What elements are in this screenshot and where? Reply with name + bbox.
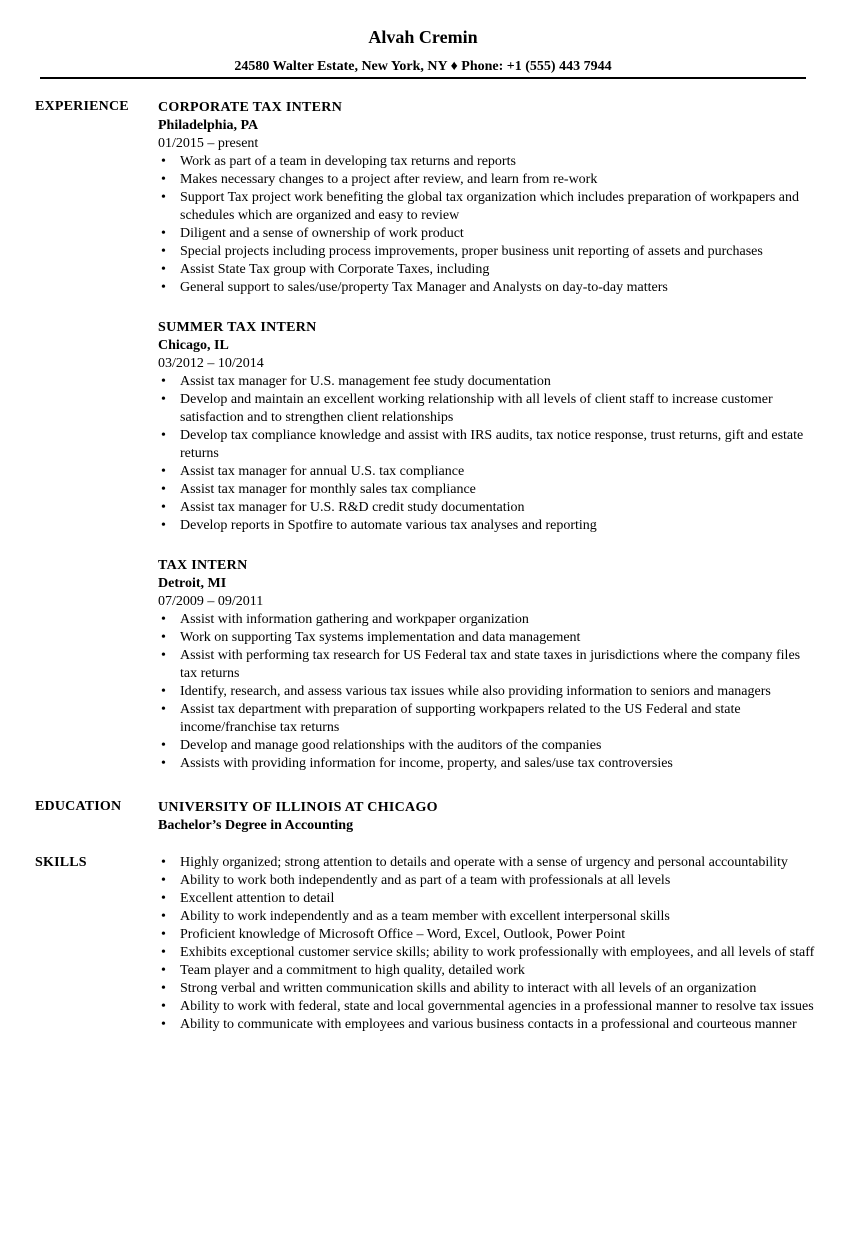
job-entry (158, 557, 818, 773)
section-title-experience: EXPERIENCE (35, 99, 129, 114)
bullet-icon: • (161, 909, 166, 924)
school-name: UNIVERSITY OF ILLINOIS AT CHICAGO (158, 800, 438, 815)
bullet-icon: • (161, 702, 166, 717)
header-divider (40, 77, 806, 79)
bullet-icon: • (161, 684, 166, 699)
list-item: • Team player and a commitment to high quality, detailed work (161, 963, 525, 978)
list-item: • Strong verbal and written communication skills and ability to interact with all levels of an organization (161, 981, 757, 996)
bullet-icon: • (161, 738, 166, 753)
list-item: • Exhibits exceptional customer service skills; ability to work professionally with employees, and all levels of staff (161, 945, 815, 960)
bullet-icon: • (161, 945, 166, 960)
bullet-icon: • (161, 963, 166, 978)
bullet-icon: • (161, 392, 166, 407)
list-item: • Makes necessary changes to a project after review, and learn from re-work (161, 172, 598, 187)
list-item: • Assist with information gathering and workpaper organization (161, 612, 529, 627)
skills-entry (158, 854, 818, 1034)
list-item: • Highly organized; strong attention to details and operate with a sense of urgency and personal accountability (161, 855, 788, 870)
list-item: • Ability to work independently and as a team member with excellent interpersonal skills (161, 909, 670, 924)
candidate-name: Alvah Cremin (368, 27, 478, 47)
bullet-icon: • (161, 999, 166, 1014)
list-item: • Ability to work both independently and as part of a team with professionals at all levels (161, 873, 671, 888)
list-item: • Ability to communicate with employees and various business contacts in a professional and courteous manner (161, 1017, 797, 1032)
section-title-education: EDUCATION (35, 799, 122, 814)
list-item: • Assist with performing tax research for US Federal tax and state taxes in jurisdictions where the company files tax returns (161, 648, 801, 681)
bullet-icon: • (161, 612, 166, 627)
bullet-icon: • (161, 981, 166, 996)
list-item: • Diligent and a sense of ownership of work product (161, 226, 464, 241)
job-bullets (158, 153, 818, 297)
job-entry (158, 99, 818, 297)
bullet-icon: • (161, 873, 166, 888)
job-title: CORPORATE TAX INTERN (158, 100, 343, 115)
bullet-icon: • (161, 482, 166, 497)
skills-list (158, 854, 818, 1034)
degree: Bachelor’s Degree in Accounting (158, 818, 354, 833)
list-item: • Work on supporting Tax systems implementation and data management (161, 630, 581, 645)
bullet-icon: • (161, 1017, 166, 1032)
bullet-icon: • (161, 756, 166, 771)
list-item: • Assist tax manager for U.S. R&D credit study documentation (161, 500, 525, 515)
list-item: • Develop reports in Spotfire to automate various tax analyses and reporting (161, 518, 597, 533)
job-bullets (158, 373, 818, 535)
bullet-icon: • (161, 464, 166, 479)
job-bullets (158, 611, 818, 773)
list-item: • Assist State Tax group with Corporate Taxes, including (161, 262, 490, 277)
bullet-icon: • (161, 630, 166, 645)
list-item: • Work as part of a team in developing tax returns and reports (161, 154, 516, 169)
bullet-icon: • (161, 855, 166, 870)
bullet-icon: • (161, 891, 166, 906)
list-item: • Assist tax manager for annual U.S. tax compliance (161, 464, 465, 479)
bullet-icon: • (161, 154, 166, 169)
list-item: • General support to sales/use/property Tax Manager and Analysts on day-to-day matters (161, 280, 668, 295)
list-item: • Assist tax manager for U.S. management fee study documentation (161, 374, 551, 389)
job-dates: 01/2015 – present (158, 136, 259, 151)
list-item: • Develop tax compliance knowledge and assist with IRS audits, tax notice response, trust returns, gift and estate returns (161, 428, 804, 461)
bullet-icon: • (161, 226, 166, 241)
job-dates: 03/2012 – 10/2014 (158, 356, 264, 371)
job-location: Chicago, IL (158, 338, 229, 353)
list-item: • Proficient knowledge of Microsoft Office – Word, Excel, Outlook, Power Point (161, 927, 626, 942)
bullet-icon: • (161, 374, 166, 389)
list-item: • Develop and maintain an excellent working relationship with all levels of client staff to increase customer satisfaction and to strengthen client relationships (161, 392, 773, 425)
job-dates: 07/2009 – 09/2011 (158, 594, 264, 609)
list-item: • Assist tax manager for monthly sales tax compliance (161, 482, 476, 497)
bullet-icon: • (161, 172, 166, 187)
job-location: Detroit, MI (158, 576, 227, 591)
list-item: • Special projects including process improvements, proper business unit reporting of assets and purchases (161, 244, 763, 259)
bullet-icon: • (161, 428, 166, 443)
job-title: TAX INTERN (158, 558, 248, 573)
job-entry (158, 319, 818, 535)
section-title-skills: SKILLS (35, 855, 87, 870)
job-title: SUMMER TAX INTERN (158, 320, 317, 335)
list-item: • Develop and manage good relationships with the auditors of the companies (161, 738, 602, 753)
education-entry (158, 799, 818, 835)
job-location: Philadelphia, PA (158, 118, 259, 133)
bullet-icon: • (161, 518, 166, 533)
bullet-icon: • (161, 927, 166, 942)
contact-line: 24580 Walter Estate, New York, NY ♦ Phone: +1 (555) 443 7944 (234, 59, 612, 74)
bullet-icon: • (161, 648, 166, 663)
bullet-icon: • (161, 244, 166, 259)
bullet-icon: • (161, 280, 166, 295)
list-item: • Identify, research, and assess various tax issues while also providing information to seniors and managers (161, 684, 771, 699)
list-item: • Support Tax project work benefiting the global tax organization which includes preparation of workpapers and schedules which are organized and easy to review (161, 190, 799, 223)
bullet-icon: • (161, 500, 166, 515)
list-item: • Assist tax department with preparation of supporting workpapers related to the US Federal and state income/franchise tax returns (161, 702, 741, 735)
list-item: • Excellent attention to detail (161, 891, 335, 906)
bullet-icon: • (161, 190, 166, 205)
bullet-icon: • (161, 262, 166, 277)
list-item: • Assists with providing information for income, property, and sales/use tax controversies (161, 756, 673, 771)
list-item: • Ability to work with federal, state and local governmental agencies in a professional manner to resolve tax issues (161, 999, 814, 1014)
